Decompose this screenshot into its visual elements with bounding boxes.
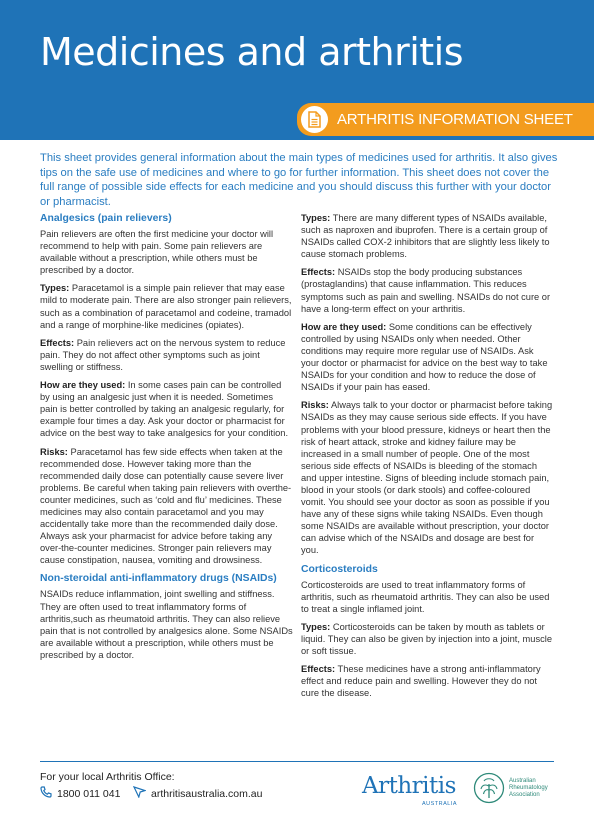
section-heading-corticosteroids: Corticosteroids (301, 563, 378, 575)
office-label: For your local Arthritis Office: (40, 771, 175, 783)
rheumatology-tree-icon (473, 772, 505, 804)
nsaids-effects (301, 266, 554, 314)
analgesics-intro: Pain relievers are often the first medicine your doctor will recommend to help with pain. Some pain relievers are available without a prescription, while others must be prescribed by a doctor. (40, 229, 274, 276)
phone-number: 1800 011 041 (57, 788, 121, 800)
usage-text: Some conditions can be effectively controlled by using NSAIDs only when needed. Other conditions may require more regular use of NSAIDs. Ask your doctor or pharmacist for advice on the best way to take NSAIDs for your condition and how to reduce the dose of NSAIDs if your pain has eased. (301, 321, 548, 393)
logo-subtitle: AUSTRALIA (422, 801, 458, 807)
intro-paragraph: This sheet provides general information about the main types of medicines used for arthritis. It also gives tips on the safe use of medicines and where to go for further information. This sheet does not cover the full range of possible side effects for each medicine and you should discuss this further with your doctor or pharmacist. (40, 152, 558, 209)
corticosteroids-effects (301, 663, 554, 699)
corticosteroids-types (301, 621, 554, 657)
analgesics-usage (40, 379, 293, 439)
corticosteroids-intro: Corticosteroids are used to treat inflammatory forms of arthritis, such as rheumatoid arthritis. They can also be used to treat a single inflamed joint. (301, 579, 550, 614)
nsaids-usage (301, 321, 554, 394)
effects-text: These medicines have a strong anti-inflammatory effect and reduce pain and swelling. However they do not cure the disease. (301, 664, 541, 699)
rheumatology-association-logo (473, 772, 568, 812)
types-text: Paracetamol is a simple pain reliever that may ease mild to moderate pain. There are also stronger pain relievers, such as a combination of paracetamol and codeine, tramadol and a range of morphine-like medicines (opiates). (40, 283, 292, 330)
website-link[interactable] (133, 786, 262, 802)
effects-text: NSAIDs stop the body producing substances (prostaglandins) that cause inflammation. This reduces symptoms such as pain and swelling. NSAIDs do not cure or have a long-term effect on your arthritis. (301, 267, 551, 314)
types-label: Types: (301, 213, 331, 223)
types-label: Types: (301, 621, 331, 632)
nsaids-intro: NSAIDs reduce inflammation, joint swelling and stiffness. They are often used to treat inflammatory forms of arthritis,such as rheumatoid arthritis. They can also relieve pain that is not controlled by analgesics alone. Some NSAIDs are available without a prescription, while others must be prescribed by a doctor. (40, 589, 293, 660)
nsaids-risks (301, 399, 554, 556)
association-name-line: Australian (509, 778, 536, 784)
analgesics-types (40, 282, 293, 330)
phone-contact[interactable] (40, 786, 120, 802)
phone-icon (40, 785, 57, 803)
effects-label: Effects: (301, 664, 336, 675)
web-icon (133, 785, 151, 803)
types-label: Types: (40, 283, 70, 294)
association-name (509, 778, 569, 800)
page-title: Medicines and arthritis (40, 30, 464, 74)
association-name-line: Association (509, 792, 540, 799)
risks-label: Risks: (301, 400, 329, 411)
types-text: There are many different types of NSAIDs available, such as naproxen and ibuprofen. There is a certain group of NSAIDs called COX-2 inhibitors that are slightly less likely to cause stomach problems. (301, 213, 550, 260)
usage-text: In some cases pain can be controlled by using an analgesic just when it is needed. Sometimes pain is better controlled by taking an analgesic regularly, for example four times a day. Ask your doctor or pharmacist for advice on the best way to take analgesics for your condition. (40, 380, 289, 439)
risks-text: Always talk to your doctor or pharmacist before taking NSAIDs as they may cause serious side effects. If you have problems with your blood pressure, kidneys or heart then the risk of heart attack, stroke and kidney failure may be increased in a small number of people. One of the most serious side effects of NSAIDs is bleeding of the stomach and upper intestine. Signs of bleeding include stomach pain, blood in your stools (or dark stools) and coffee-coloured vomit. You should see your doctor as soon as possible if you have any of these signs while taking NSAIDs. Even though some NSAIDs are available without prescription, your doctor can advise which of the NSAIDs and dosage are best for you. (301, 400, 553, 556)
association-name-line: Rheumatology (509, 785, 548, 792)
nsaids-types (301, 212, 554, 260)
arthritis-australia-logo (356, 773, 466, 809)
usage-label: How are they used: (40, 380, 126, 391)
effects-label: Effects: (40, 337, 75, 348)
analgesics-effects (40, 337, 293, 373)
info-sheet-label: ARTHRITIS INFORMATION SHEET (337, 111, 573, 128)
section-heading-analgesics: Analgesics (pain relievers) (40, 213, 172, 224)
usage-label: How are they used: (301, 321, 387, 332)
section-heading-nsaids: Non-steroidal anti-inflammatory drugs (NSAIDs) (40, 573, 277, 585)
right-column (301, 212, 554, 705)
risks-label: Risks: (40, 446, 68, 457)
info-sheet-banner (297, 103, 594, 136)
footer-divider (40, 761, 554, 762)
website-url: arthritisaustralia.com.au (151, 788, 263, 800)
effects-text: Pain relievers act on the nervous system to reduce pain. They do not affect other symptoms such as joint swelling or stiffness. (40, 337, 286, 372)
effects-label: Effects: (301, 267, 336, 278)
analgesics-risks (40, 446, 293, 567)
risks-text: Paracetamol has few side effects when taken at the recommended dose. However taking more than the recommended daily dose can potentially cause severe liver problems. Be careful when taking pain relievers with overthe-counter medicines, such as ‘cold and flu’ medicines. These medicines may also contain paracetamol and you may accidentally take more than the recommended daily dose. Always ask your pharmacist for advice before taking any over-the-counter medicines. Stronger pain relievers may cause constipation, nausea, vomiting and drowsiness. (40, 446, 292, 566)
logo-wordmark: Arthritis (362, 773, 456, 799)
document-icon (301, 106, 328, 133)
left-column (40, 212, 293, 667)
types-text: Corticosteroids can be taken by mouth as tablets or liquid. They can also be given by injection into a joint, muscle or soft tissue. (301, 621, 552, 656)
